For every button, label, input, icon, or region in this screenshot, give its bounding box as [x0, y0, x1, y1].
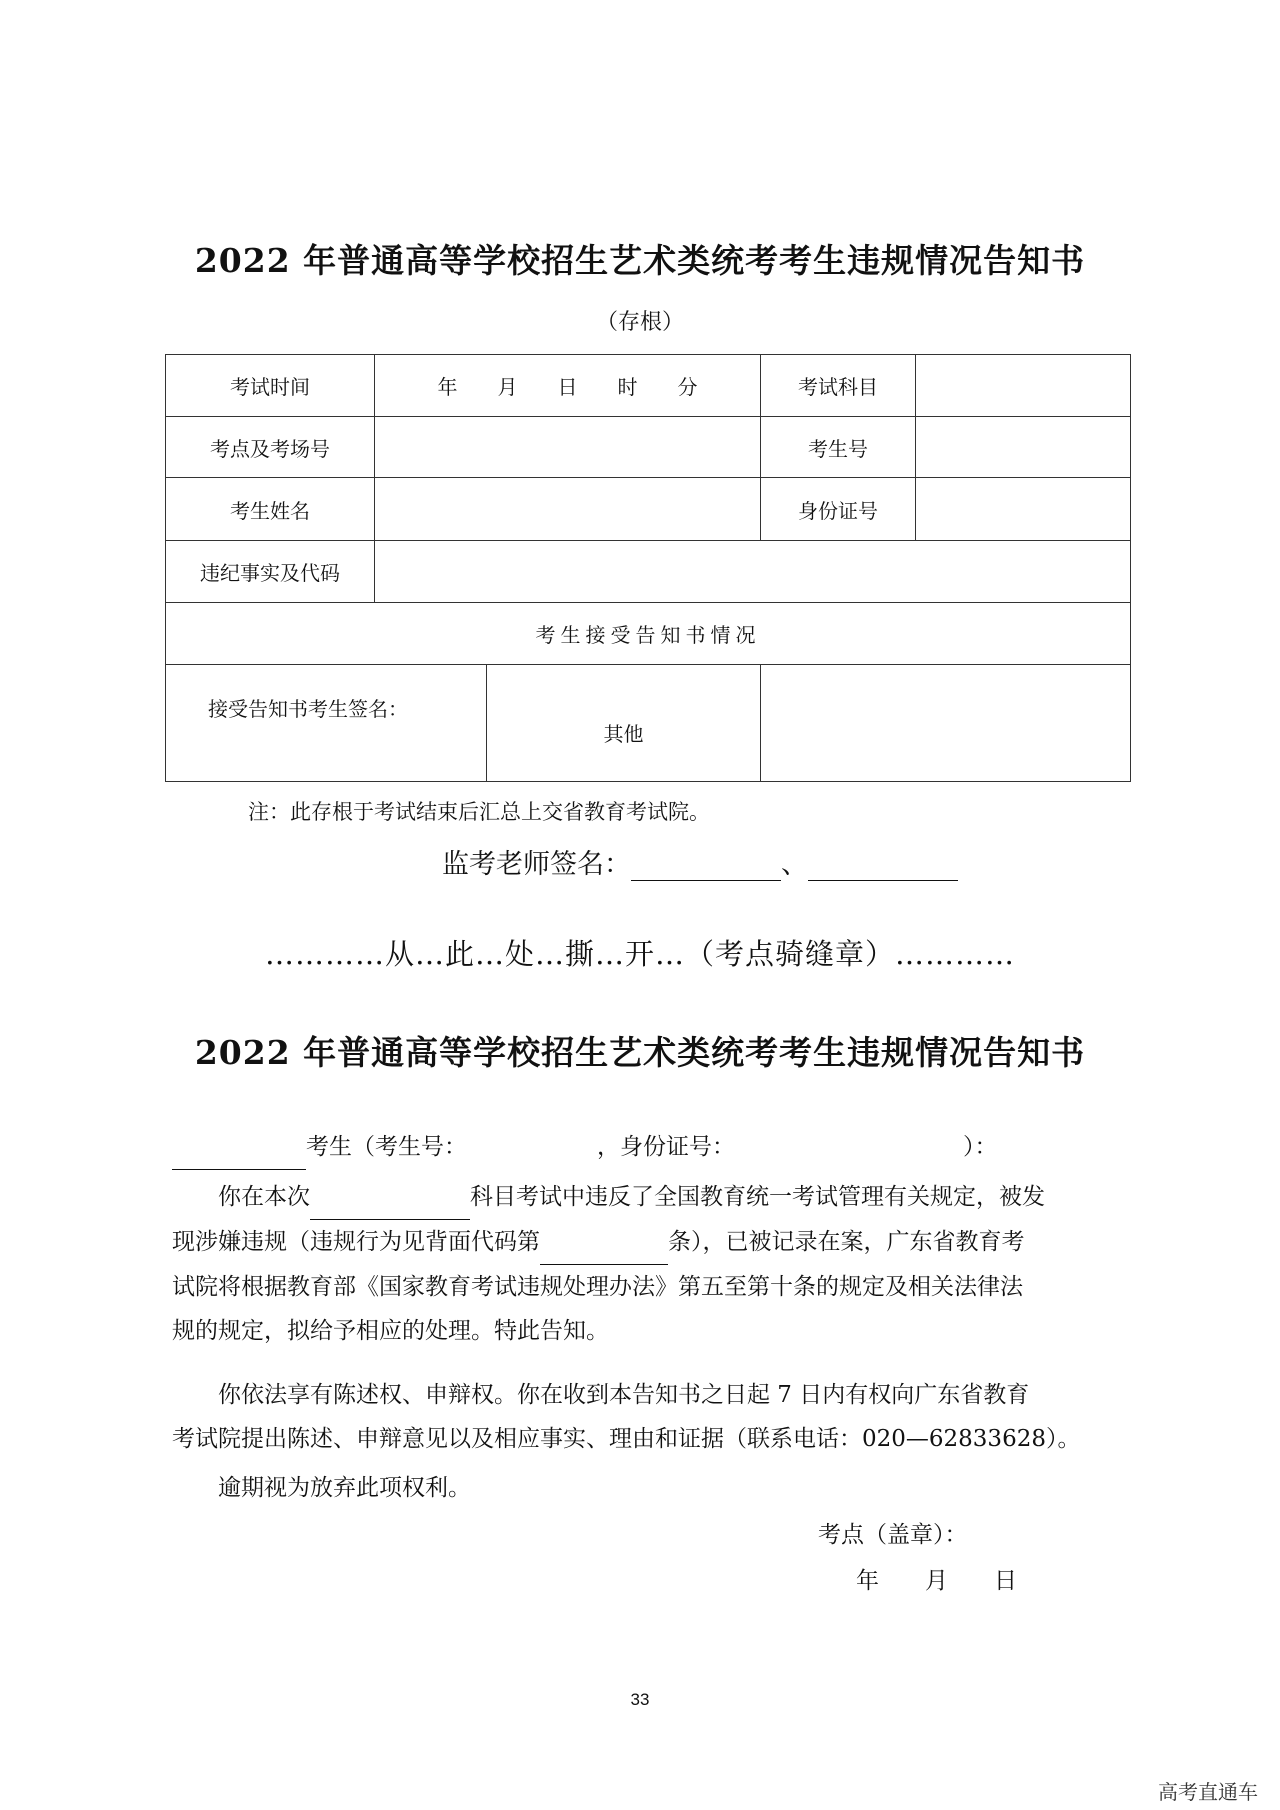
proctor-label: 监考老师签名：	[442, 849, 631, 880]
name-value[interactable]	[375, 478, 761, 541]
proctor-sep: 、	[781, 849, 808, 880]
room-value[interactable]	[375, 416, 761, 478]
id-label: 身份证号	[761, 478, 916, 541]
p2-a: 你依法享有陈述权、申辩权。你在收到本告知书之日起 7 日内有权向广东省教育	[218, 1382, 1030, 1408]
stub-note: 注：此存根于考试结束后汇总上交省教育考试院。	[248, 800, 710, 824]
exam-time-value: 年 月 日 时 分	[375, 355, 761, 417]
candidate-line	[172, 1125, 1132, 1170]
candidate-line-c: ）：	[963, 1134, 998, 1160]
proctor-signature	[442, 842, 958, 881]
candidate-no-value[interactable]	[916, 416, 1131, 478]
proctor-line-1[interactable]	[631, 849, 781, 881]
violation-label: 违纪事实及代码	[166, 541, 375, 603]
signature-label: 接受告知书考生签名：	[208, 696, 408, 721]
room-label: 考点及考场号	[166, 416, 375, 478]
notice-title: 2022 年普通高等学校招生艺术类统考考生违规情况告知书	[194, 1033, 1086, 1072]
page-number: 33	[630, 1690, 650, 1709]
paragraph-3: 逾期视为放弃此项权利。	[218, 1475, 471, 1501]
p1-b: 科目考试中违反了全国教育统一考试管理有关规定，被发	[470, 1184, 1045, 1210]
tear-line: …………从…此…处…撕…开…（考点骑缝章）…………	[264, 937, 1015, 971]
date-label: 年 月 日	[856, 1568, 1017, 1594]
candidate-no-label: 考生号	[761, 416, 916, 478]
candidate-line-a: 考生（考生号：	[306, 1134, 467, 1160]
candidate-line-b: ，身份证号：	[597, 1134, 735, 1160]
receipt-header: 考生接受告知书情况	[166, 602, 1131, 664]
p2-b: 考试院提出陈述、申辩意见以及相应事实、理由和证据（联系电话：020—62833628）。	[172, 1426, 1081, 1452]
p1-f: 规的规定，拟给予相应的处理。特此告知。	[172, 1318, 609, 1344]
p1-a: 你在本次	[218, 1184, 310, 1210]
code-blank[interactable]	[540, 1220, 668, 1265]
stub-subtitle: （存根）	[595, 310, 684, 335]
candidate-name-blank[interactable]	[172, 1125, 306, 1170]
exam-time-label: 考试时间	[166, 355, 375, 417]
stub-title: 2022 年普通高等学校招生艺术类统考考生违规情况告知书	[194, 241, 1086, 280]
paragraph-1	[172, 1175, 1132, 1353]
paragraph-2	[172, 1373, 1132, 1461]
p1-d: 条），已被记录在案，广东省教育考	[668, 1229, 1025, 1255]
proctor-line-2[interactable]	[808, 849, 958, 881]
subject-value[interactable]	[916, 355, 1131, 417]
id-value[interactable]	[916, 478, 1131, 541]
other-value[interactable]	[761, 664, 1131, 781]
name-label: 考生姓名	[166, 478, 375, 541]
violation-value[interactable]	[375, 541, 1131, 603]
watermark: 高考直通车	[1158, 1782, 1258, 1804]
stamp-label: 考点（盖章）：	[818, 1522, 968, 1548]
other-label: 其他	[487, 664, 761, 781]
stub-table	[165, 354, 1131, 782]
p1-c: 现涉嫌违规（违规行为见背面代码第	[172, 1229, 540, 1255]
p1-e: 试院将根据教育部《国家教育考试违规处理办法》第五至第十条的规定及相关法律法	[172, 1274, 1023, 1300]
signature-cell[interactable]	[166, 664, 487, 781]
subject-label: 考试科目	[761, 355, 916, 417]
subject-blank[interactable]	[310, 1175, 470, 1220]
